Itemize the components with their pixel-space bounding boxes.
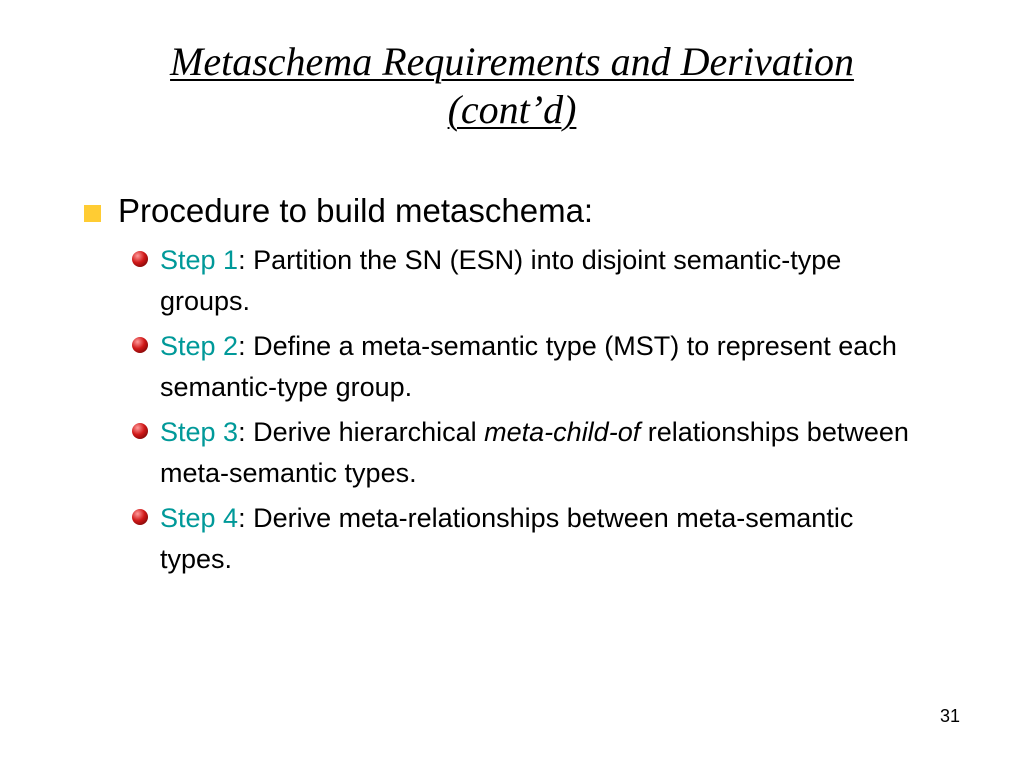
- step-item-3: [132, 412, 944, 494]
- red-ball-bullet-icon: [132, 423, 148, 439]
- slide-title: [0, 38, 1024, 134]
- step-emphasis: meta-child-of: [484, 417, 641, 447]
- step-description-start: : Derive hierarchical: [238, 417, 485, 447]
- red-ball-bullet-icon: [132, 251, 148, 267]
- square-bullet-icon: [84, 205, 101, 222]
- step-text: [160, 326, 920, 408]
- step-description: : Define a meta-semantic type (MST) to represent each semantic-type group.: [160, 331, 897, 402]
- step-label: Step 1: [160, 245, 239, 275]
- title-line-2: (cont’d): [447, 87, 577, 132]
- step-item-2: [132, 326, 944, 408]
- step-text: [160, 240, 920, 322]
- step-text: [160, 498, 920, 580]
- step-label: Step 4: [160, 503, 239, 533]
- red-ball-bullet-icon: [132, 509, 148, 525]
- steps-list: [84, 240, 944, 580]
- page-number: 31: [939, 706, 960, 726]
- step-description: : Partition the SN (ESN) into disjoint semantic-type groups.: [160, 245, 842, 316]
- slide-content: [84, 190, 944, 584]
- red-ball-bullet-icon: [132, 337, 148, 353]
- step-item-4: [132, 498, 944, 580]
- title-line-1: Metaschema Requirements and Derivation: [170, 39, 854, 84]
- step-text: [160, 412, 920, 494]
- step-item-1: [132, 240, 944, 322]
- step-description: : Derive meta-relationships between meta-semantic types.: [160, 503, 854, 574]
- step-label: Step 2: [160, 331, 239, 361]
- main-bullet-text: Procedure to build metaschema:: [118, 192, 594, 229]
- main-bullet-item: [84, 190, 944, 232]
- step-description-end: relationships between meta-semantic types.: [160, 417, 909, 488]
- step-label: Step 3: [160, 417, 239, 447]
